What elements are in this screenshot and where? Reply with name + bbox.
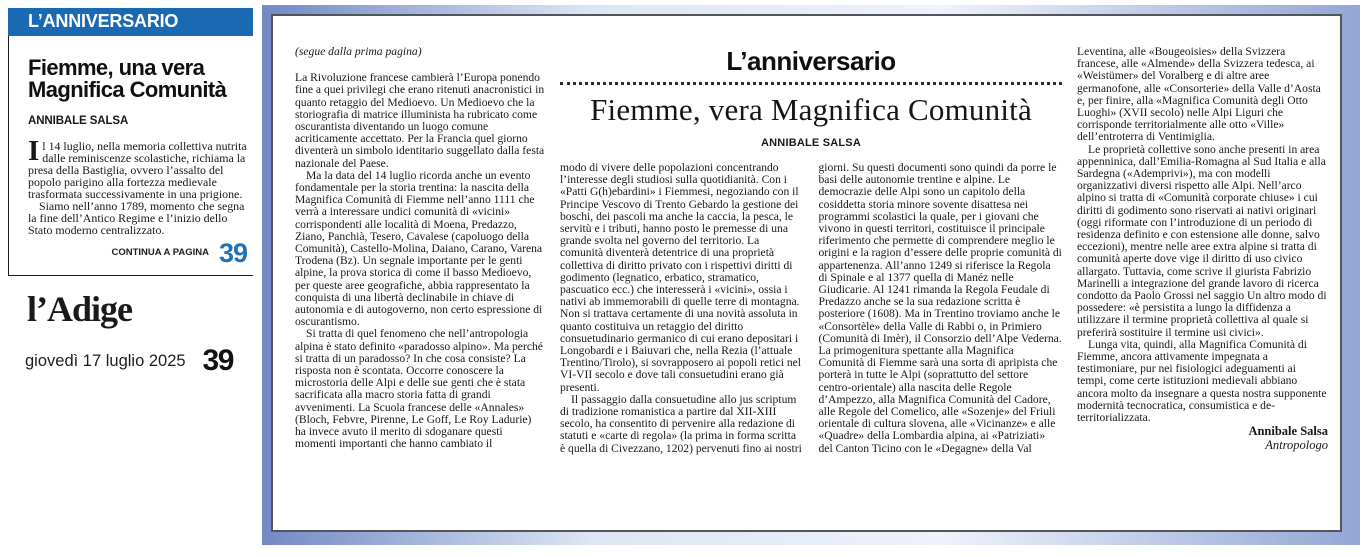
newspaper-masthead: l’Adige [27,289,132,329]
article-signature [1077,425,1328,452]
article-column-4 [1077,46,1328,522]
article-paragraph: giorni. Su questi documenti sono quindi da porre le basi delle autonomie trentine e alpine. Le democrazie delle Alpi sono un capitolo della cosiddetta storia minore sovente disattesa nei programmi scolastici la quale, per i giovani che vivono in questi territori, costituisce il principale riferimento che permette di comprendere meglio le origini e la ragion d’essere delle proprie comunità di appartenenza. All’anno 1249 si riferisce la Regola di Spinale e al 1377 quella di Manéz nelle Giudicarie. Al 1241 rimanda la Regola Feudale di Predazzo anche se la sua redazione scritta è posteriore (1608). Ma in Trentino troviamo anche le «Consortèle» della Valle di Rabbi o, in Primiero (Comunità di Imèr), il Consorzio dell’Alpe Vederna. La primogenitura spettante alla Magnifica Comunità di Fiemme sarà una sorta di apripista che porterà in tutte le Alpi (soprattutto del settore centro-orientale) alla nascita delle Regole d’Ampezzo, alla Magnifica Comunità del Cadore, alle Regole del Comelico, alle «Sozenje» del Friuli orientale di cultura slovena, alle «Vicinanze» e alle «Quadre» della Lombardia alpina, ai «Patriziati» del Canton Ticino con le «Degagne» della Val [818,161,1062,455]
article-column-1 [295,46,545,522]
continue-label: CONTINUA A PAGINA [111,247,209,258]
article-paragraph: La Rivoluzione francese cambierà l’Europa ponendo fine a quei privilegi che erano ritenuti anacronistici in quanto retaggio del Medioevo. Un Medioevo che la storiografia di matrice illuminista ha rubricato come oscurantista diventando un luogo comune acriticamente accettato. Per la Francia quel giorno diventerà un simbolo identitario suggellato dalla festa nazionale del Paese. [295,71,545,170]
article-headline: Fiemme, vera Magnifica Comunità [590,92,1032,127]
article-kicker: L’anniversario [726,46,896,76]
article-paragraph: Leventina, alle «Bougeoisies» della Svizzera francese, alle «Almende» della Svizzera tedesca, ai «Weistümer» del Voralberg e di altre aree germanofone, alle «Consorterie» della Valle d’Aosta e, per finire, alla «Magnifica Comunità degli Otto Luoghi» (XVII secolo) nelle Alpi Liguri che corrisponde territorialmente alle otto «Ville» dell’entroterra di Ventimiglia. [1077,45,1321,144]
dateline [25,344,253,378]
front-page-teaser [8,8,253,378]
signature-name: Annibale Salsa [1248,424,1328,439]
teaser-kicker-label: L’ANNIVERSARIO [28,11,179,31]
article-center-block [560,46,1062,522]
article-header [560,46,1062,149]
teaser-paragraph: Siamo nell’anno 1789, momento che segna la fine dell’Antico Regime e l’inizio dello Stato moderno centralizzato. [28,199,245,237]
article-paragraph: Si tratta di quel fenomeno che nell’antropologia alpina è stato definito «paradosso alpino». Ma perché si tratta di un paradosso? In che cosa consiste? La risposta non è scontata. Occorre conoscere la microstoria delle Alpi e delle sue genti che è stata sacrificata alla macro storia fatta di grandi avvenimenti. La Scuola francese delle «Annales» (Bloch, Febvre, Pirenne, Le Goff, Le Roy Ladurie) ha invece avuto il merito di sdoganare questi momenti importanti che hanno cambiato il [295,327,543,451]
teaser-title: Fiemme, una vera Magnifica Comunità [28,55,227,102]
article-paragraph: Le proprietà collettive sono anche presenti in area appenninica, dall’Emilia-Romagna al Sud Italia e alla Sardegna («Ademprivi»), ma con modelli organizzativi diversi rispetto alle Alpi. Nell’arco alpino si tratta di «Comunità corporate chiuse» i cui diritti di godimento sono riservati ai nativi originari (oggi riformate con l’introduzione di un periodo di residenza definito e con estensione alle donne, salvo eccezioni), mentre nelle aree extra alpine si tratta di comunità aperte dove vige il diritto di uso civico allargato. Tuttavia, come scrive il giurista Fabrizio Marinelli a integrazione del grande lavoro di ricerca condotto da Paolo Grossi nel saggio Un altro modo di possedere: «è persistita a lungo la diffidenza a utilizzare il termine proprietà collettiva al quale si preferirà sostituire il termine usi civici». [1077,142,1327,339]
article-paragraph: modo di vivere delle popolazioni concentrando l’interesse degli studiosi sulla quotidianità. Con i «Patti G(h)ebardini» i Fiemmesi, negoziando con il Principe Vescovo di Trento Gebardo la gestione dei boschi, dei pascoli ma anche la caccia, la pesca, le servitù e i tributi, hanno posto le premesse di una grande svolta nel governo del territorio. La comunità diventerà detentrice di una proprietà collettiva di diritto privato con i rispettivi diritti di godimento (legnatico, erbatico, stramatico, pascuatico ecc.) che interesserà i «vicini», ossia i nativi ab immemorabili di quelle terre di montagna. Non si trattava certamente di una novità assoluta in quanto costituiva un retaggio del diritto consuetudinario germanico di cui erano depositari i Longobardi e i Baiuvari che, nella Rezia (l’attuale Trentino/Tirolo), si sovrapposero ai popoli retici nel VI-VII secolo e dove tali consuetudini erano già presenti. [560,161,801,394]
article-paragraph: Lunga vita, quindi, alla Magnifica Comunità di Fiemme, ancora attivamente impegnata a testimoniare, pur nei fisiologici adeguamenti ai tempi, come certe istituzioni medievali abbiano ancora molto da insegnare a questa nostra supponente modernità tecnocratica, consumistica e de-territorializzata. [1077,337,1327,425]
issue-date: giovedì 17 luglio 2025 [25,351,186,370]
continued-from-note: (segue dalla prima pagina) [295,45,422,58]
page-number: 39 [202,344,233,377]
teaser-author: ANNIBALE SALSA [28,115,129,127]
article-paragraph: Ma la data del 14 luglio ricorda anche un evento fondamentale per la storia trentina: la nascita della Magnifica Comunità di Fiemme nell’anno 1111 che verrà a interessare undici comunità di «vicini» corrispondenti alle località di Moena, Predazzo, Ziano, Panchià, Tesero, Cavalese (capoluogo della Comunità), Castello-Molina, Daiano, Carano, Varena Trodena (Bz). Un segnale importante per le genti alpine, la prova storica di come il basso Medioevo, per queste aree geografiche, abbia rappresentato la conquista di una libertà declinabile in chiave di autonomia e di autogoverno, non certo espressione di oscurantismo. [295,168,543,329]
continue-reference [28,238,247,269]
article-column-3 [819,162,1063,455]
page-scan-frame [262,5,1360,545]
article-byline: ANNIBALE SALSA [761,137,861,149]
dotted-rule [560,82,1062,85]
newspaper-page [271,14,1342,532]
teaser-box [8,36,253,276]
article-middle-columns [560,162,1062,455]
signature-role: Antropologo [1265,437,1328,452]
teaser-paragraph-text: l 14 luglio, nella memoria collettiva nutrita dalle reminiscenze scolastiche, richiama la presa della Bastiglia, ovvero l’assalto del popolo parigino alla fortezza medievale trasformata successivamente in una prigione. [28,139,247,201]
article-paragraph: Il passaggio dalla consuetudine allo jus scriptum di tradizione romanistica a partire dal XII-XIII secolo, ha consentito di pervenire alla redazione di statuti e «carte di regola» (la prima in forma scritta è quella di Civezzano, 1202) pervenuti fino ai nostri [560,392,802,455]
teaser-kicker-bar [8,8,253,36]
article-column-2 [560,162,804,455]
continue-page-number: 39 [218,238,247,268]
drop-cap: I [28,135,40,167]
teaser-paragraph [28,135,249,201]
